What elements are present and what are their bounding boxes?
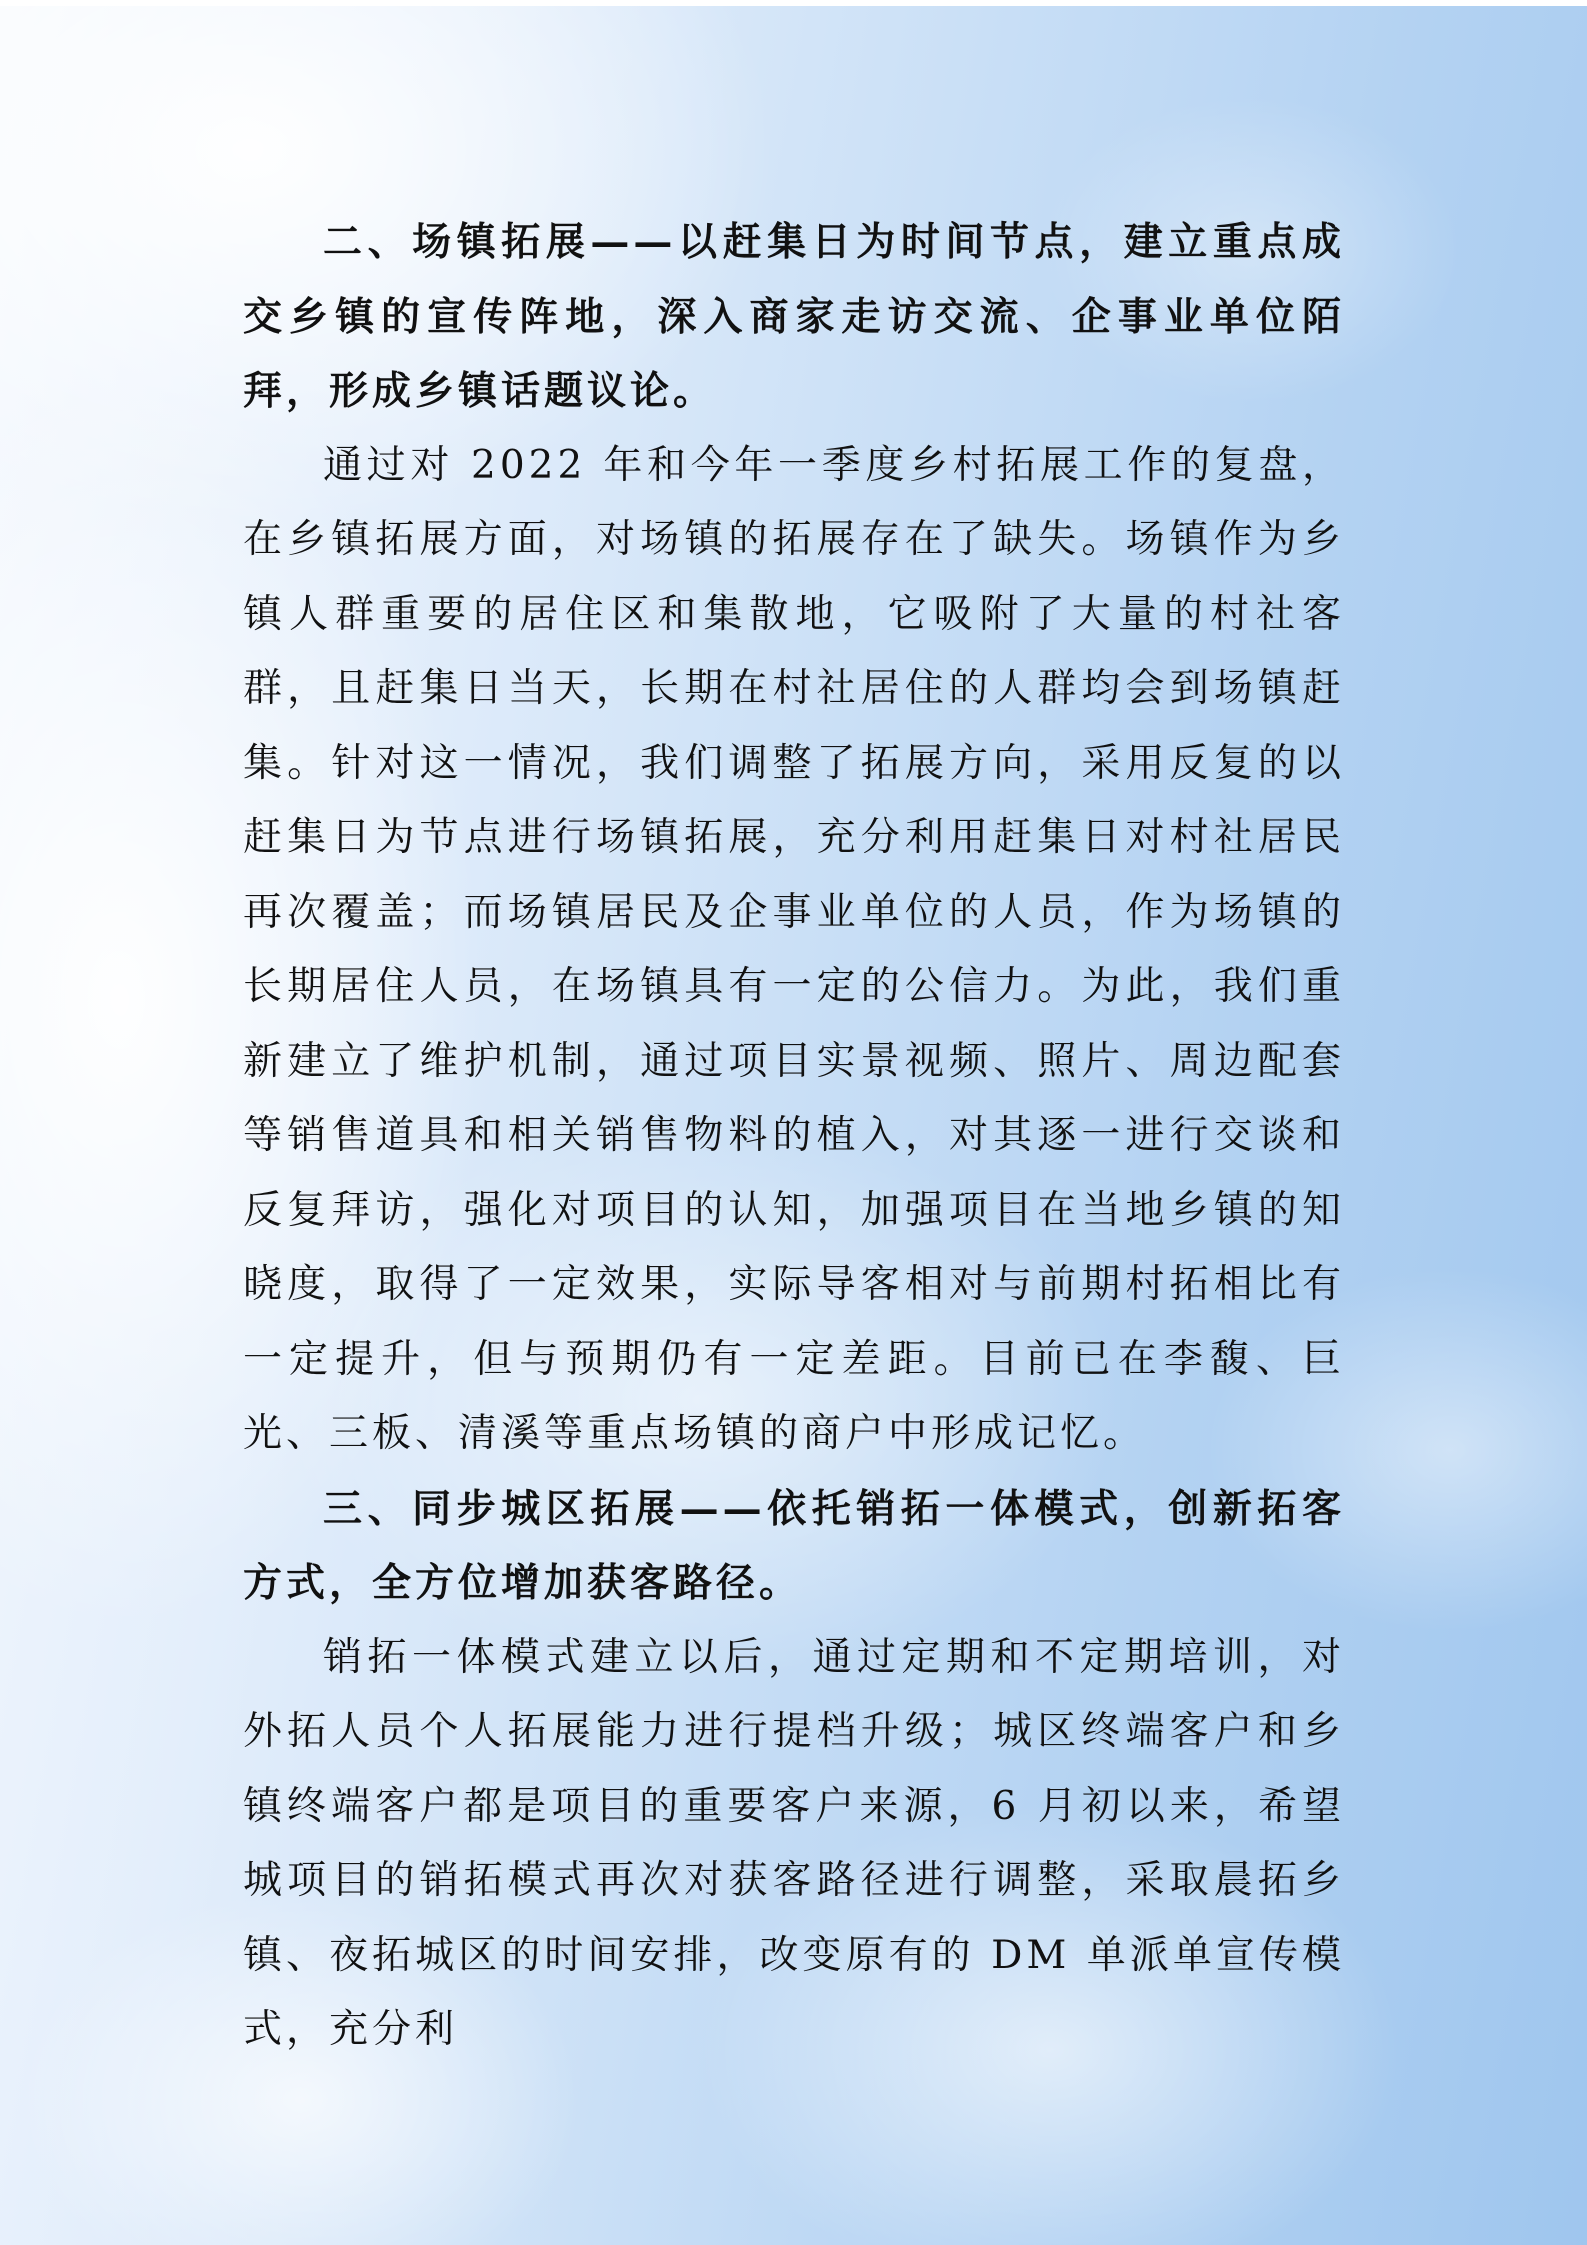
section-heading-three: 三、同步城区拓展——依托销拓一体模式，创新拓客方式，全方位增加获客路径。 <box>243 1485 1345 1606</box>
section-heading-two: 二、场镇拓展——以赶集日为时间节点，建立重点成交乡镇的宣传阵地，深入商家走访交流、企事业单位陌拜，形成乡镇话题议论。 <box>243 219 1345 414</box>
body-paragraph-town-expansion: 通过对 2022 年和今年一季度乡村拓展工作的复盘，在乡镇拓展方面，对场镇的拓展存在了缺失。场镇作为乡镇人群重要的居住区和集散地，它吸附了大量的村社客群，且赶集日当天，长期在村社居住的人群均会到场镇赶集。针对这一情况，我们调整了拓展方向，采用反复的以赶集日为节点进行场镇拓展，充分利用赶集日对村社居民再次覆盖；而场镇居民及企事业单位的人员，作为场镇的长期居住人员，在场镇具有一定的公信力。为此，我们重新建立了维护机制，通过项目实景视频、照片、周边配套等销售道具和相关销售物料的植入，对其逐一进行交谈和反复拜访，强化对项目的认知，加强项目在当地乡镇的知晓度，取得了一定效果，实际导客相对与前期村拓相比有一定提升，但与预期仍有一定差距。目前已在李馥、巨光、三板、清溪等重点场镇的商户中形成记忆。 <box>243 442 1345 1456</box>
body-paragraph-city-expansion: 销拓一体模式建立以后，通过定期和不定期培训，对外拓人员个人拓展能力进行提档升级；城区终端客户和乡镇终端客户都是项目的重要客户来源，6 月初以来，希望城项目的销拓模式再次对获客路径进行调整，采取晨拓乡镇、夜拓城区的时间安排，改变原有的 DM 单派单宣传模式，充分利 <box>243 1634 1345 2052</box>
page-top-edge <box>0 0 1587 6</box>
document-body <box>243 205 1345 2068</box>
